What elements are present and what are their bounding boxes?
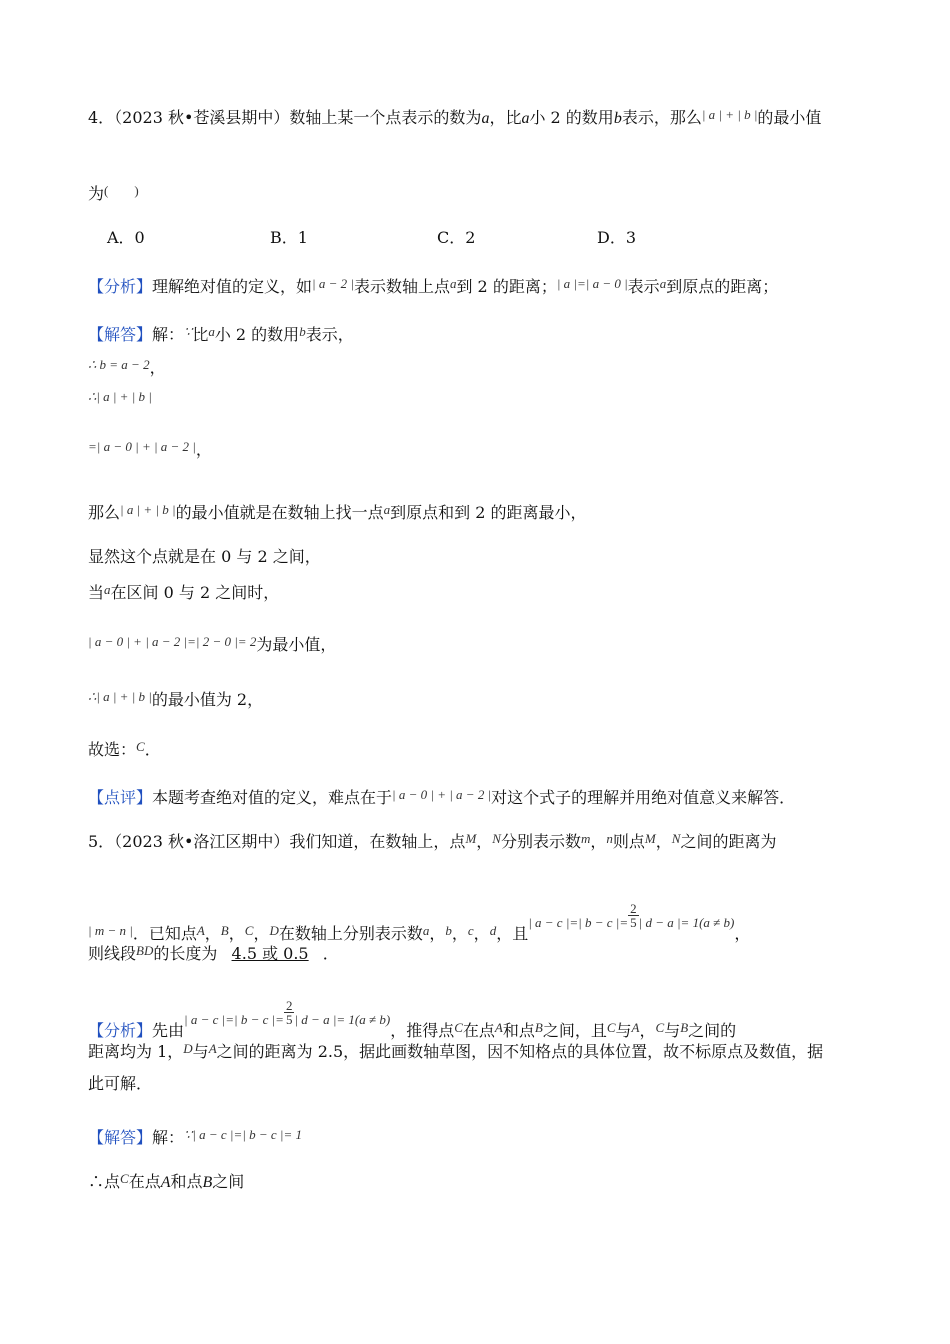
comment-tag: 【点评】 xyxy=(88,788,153,807)
q5-stem-line3: 则线段$^{BD}$的长度为 4.5 或 0.5 ． xyxy=(88,943,339,963)
answer-tag: 【解答】 xyxy=(88,325,153,344)
option-a: A．0 xyxy=(107,228,145,247)
q4-step7: $^{| a - 0 | + | a - 2 |=| 2 - 0 |= 2}$为最小值， xyxy=(88,634,337,654)
q4-step4: 那么$^{| a | + | b |}$的最小值就是在数轴上找一点$^a$到原点和到 2 的距离最小， xyxy=(88,502,587,522)
q4-step3: $^{=| a - 0 | + | a - 2 |}$， xyxy=(88,439,212,459)
abs-sum-expr: | a | + | b | xyxy=(701,107,758,122)
option-c: C．2 xyxy=(437,228,476,247)
fraction-two-fifths-analysis: $\frac{2}{5}$ xyxy=(285,998,293,1027)
option-b: B．1 xyxy=(270,228,308,247)
q4-step8: $^{\therefore| a | + | b |}$的最小值为 2， xyxy=(88,689,264,709)
q4-step1: $^{\therefore b = a - 2}$， xyxy=(88,357,166,377)
q5-analysis-line3: 此可解． xyxy=(88,1074,153,1093)
fraction-two-fifths: $\frac{2}{5}$ xyxy=(630,901,637,930)
q4-step5: 显然这个点就是在 0 与 2 之间， xyxy=(88,547,321,566)
q4-step6: 当$^a$在区间 0 与 2 之间时， xyxy=(88,582,280,602)
q4-answer-header: 【解答】解：∵比$^a$小 2 的数用$^b$表示， xyxy=(88,324,354,344)
var-a: a xyxy=(481,110,490,127)
answer-blank: 4.5 或 0.5 xyxy=(231,944,309,963)
q5-stem-line1: 5．（2023 秋•洛江区期中）我们知道，在数轴上，点$^M$，$^N$分别表示数$^m$，$^n$则点$^M$，$^N$之间的距离为 xyxy=(88,831,777,851)
q4-stem-line2: 为( ) xyxy=(88,183,139,203)
q4-analysis: 【分析】理解绝对值的定义，如$^{| a - 2 |}$表示数轴上点$^a$到 2 的距离；$^{| a |=| a - 0 |}$表示$^a$到原点的距离； xyxy=(88,276,779,296)
q4-comment: 【点评】本题考查绝对值的定义，难点在于$^{| a - 0 | + | a - 2 |}$对这个式子的理解并用绝对值意义来解答． xyxy=(88,787,796,807)
condition-equation: | a − c |=| b − c |= $\frac{2}{5}$ | d − a |= 1(a ≠ b) xyxy=(528,901,735,930)
q5-stem-line2: $^{| m - n |}$．已知点$^A$，$^B$，$^C$，$^D$在数轴上分别表示数$^a$，$^b$，$^c$，$^d$，且| a − c |=| b − c |= $\frac{2}{5}$ | d − a |= 1(a ≠ b)， xyxy=(88,901,751,943)
q4-stem-line1: 4．（2023 秋•苍溪县期中）数轴上某一个点表示的数为a，比a小 2 的数用b表示，那么$^{| a | + | b |}$的最小值 xyxy=(88,107,822,127)
q5-answer-header: 【解答】解：$^{\because| a - c |=| b - c |= 1}$ xyxy=(88,1127,302,1147)
q5-analysis-line2: 距离均为 1，$^D$与$^A$之间的距离为 2.5，据此画数轴草图，因不知格点的具体位置，故不标原点及数值，据 xyxy=(88,1041,824,1061)
var-b: b xyxy=(613,110,622,127)
q5-answer-step1: ∴点$^C$在点A和点B之间 xyxy=(88,1171,245,1191)
q4-step9: 故选：$^C$． xyxy=(88,739,161,759)
analysis-tag: 【分析】 xyxy=(88,277,153,296)
q4-step2: ∴| a | + | b | xyxy=(88,389,152,404)
q5-analysis-line1: 【分析】先由| a − c |=| b − c |= $\frac{2}{5}$ | d − a |= 1(a ≠ b)，推得点$^C$在点$^A$和点$^B$之间，且$^C$与$^A$，$^C$与$^B$之间的 xyxy=(88,998,737,1040)
option-d: D．3 xyxy=(597,228,637,247)
